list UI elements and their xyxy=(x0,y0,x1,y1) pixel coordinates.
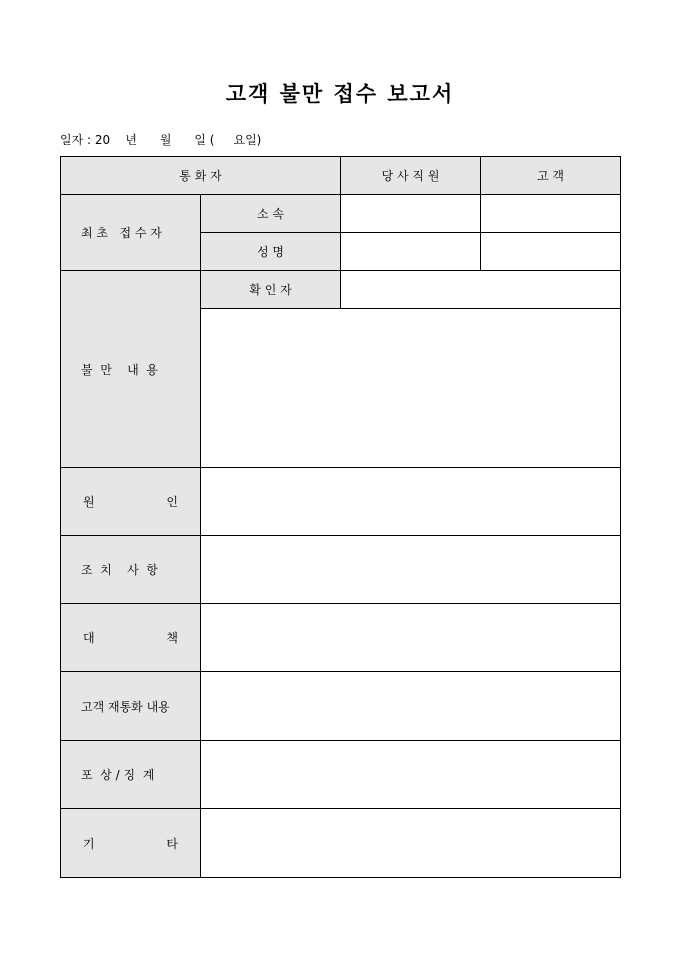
measure-field[interactable] xyxy=(201,604,621,672)
customer-recall-field[interactable] xyxy=(201,672,621,741)
label-customer-recall: 고객 재통화 내용 xyxy=(61,672,201,741)
label-cause xyxy=(61,468,201,536)
label-measure xyxy=(61,604,201,672)
label-measure-left: 대 xyxy=(83,631,95,645)
label-measure-right: 책 xyxy=(166,631,178,645)
label-first-receiver: 최 초 접 수 자 xyxy=(61,195,201,271)
confirmer-field[interactable] xyxy=(341,271,621,309)
header-staff: 당 사 직 원 xyxy=(341,157,481,195)
complaint-content-field[interactable] xyxy=(201,309,621,468)
label-etc xyxy=(61,809,201,878)
header-caller: 통 화 자 xyxy=(61,157,341,195)
date-line: 일자 : 20 년 월 일 ( 요일) xyxy=(60,133,262,147)
report-form-table xyxy=(60,156,621,878)
label-etc-right: 타 xyxy=(166,836,178,851)
label-action-taken: 조 치 사 항 xyxy=(61,536,201,604)
label-cause-right: 인 xyxy=(166,495,178,509)
header-customer: 고 객 xyxy=(481,157,621,195)
label-affiliation: 소 속 xyxy=(201,195,341,233)
staff-affiliation-field[interactable] xyxy=(341,195,481,233)
label-etc-left: 기 xyxy=(83,836,95,851)
etc-field[interactable] xyxy=(201,809,621,878)
cause-field[interactable] xyxy=(201,468,621,536)
label-reward-discipline: 포 상 / 징 계 xyxy=(61,741,201,809)
customer-name-field[interactable] xyxy=(481,233,621,271)
action-taken-field[interactable] xyxy=(201,536,621,604)
customer-affiliation-field[interactable] xyxy=(481,195,621,233)
label-cause-left: 원 xyxy=(83,495,95,509)
page-title: 고객 불만 접수 보고서 xyxy=(225,81,455,106)
staff-name-field[interactable] xyxy=(341,233,481,271)
label-complaint-content: 불 만 내 용 xyxy=(61,271,201,468)
reward-discipline-field[interactable] xyxy=(201,741,621,809)
label-confirmer: 확 인 자 xyxy=(201,271,341,309)
label-name: 성 명 xyxy=(201,233,341,271)
